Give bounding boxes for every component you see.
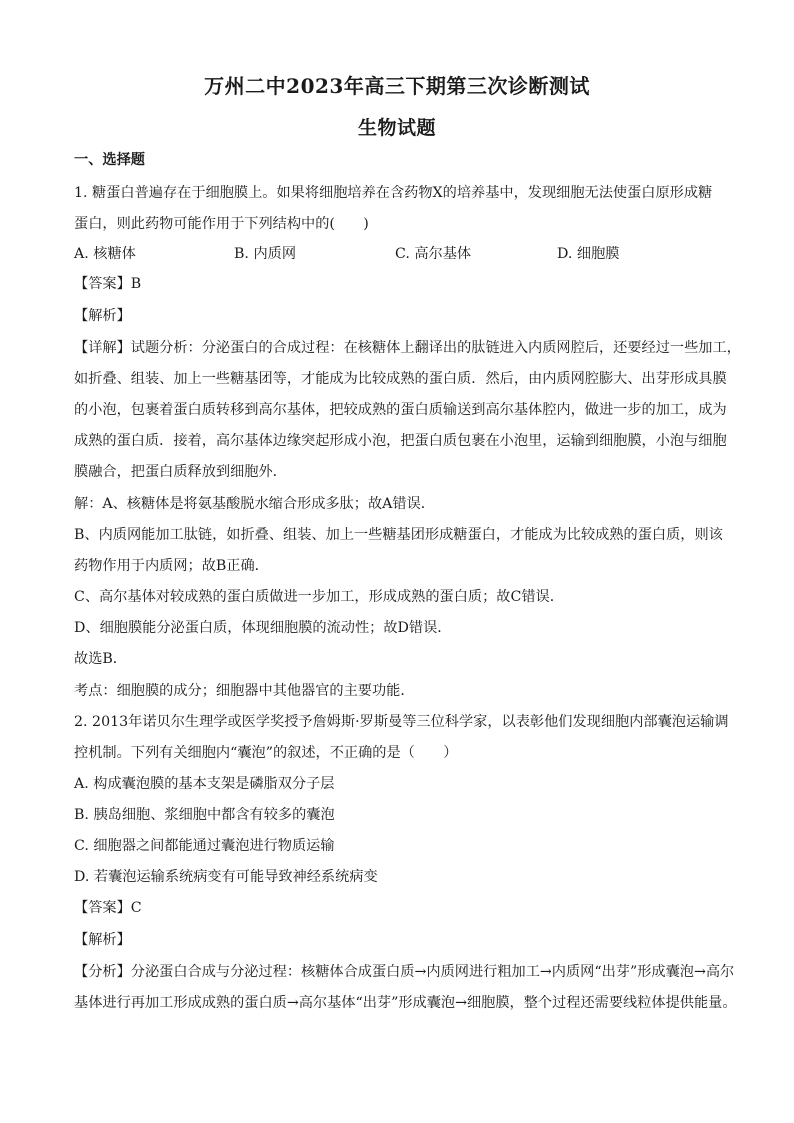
q1-detail-line: C、高尔基体对较成熟的蛋白质做进一步加工，形成成熟的蛋白质；故C错误． xyxy=(74,589,564,605)
q1-detail-line: 药物作用于内质网；故B正确． xyxy=(74,558,269,574)
q2-stem-line-2: 控机制。下列有关细胞内“囊泡”的叙述，不正确的是（ ） xyxy=(74,745,458,761)
q2-stem-line-1: 2. 2013年诺贝尔生理学或医学奖授予詹姆斯·罗斯曼等三位科学家，以表彰他们发现细胞内部囊泡运输调 xyxy=(74,714,729,730)
q2-option-b: B. 胰岛细胞、浆细胞中都含有较多的囊泡 xyxy=(74,807,335,823)
q1-analysis-label: 【解析】 xyxy=(74,308,131,324)
q1-detail-line: 的小泡，包裹着蛋白质转移到高尔基体，把较成熟的蛋白质输送到高尔基体腔内，做进一步的加工，成为 xyxy=(74,402,727,418)
q2-detail-line: 【分析】分泌蛋白合成与分泌过程：核糖体合成蛋白质→内质网进行粗加工→内质网“出芽”形成囊泡→高尔 xyxy=(74,964,735,980)
q1-detail-line: 膜融合，把蛋白质释放到细胞外． xyxy=(74,464,287,480)
q1-option-a: A. 核糖体 xyxy=(74,246,136,262)
q1-answer: 【答案】B xyxy=(74,276,142,292)
q1-detail-line: 故选B． xyxy=(74,651,127,667)
q1-detail-line: 解：A、核糖体是将氨基酸脱水缩合形成多肽；故A错误． xyxy=(74,496,435,512)
q1-option-c: C. 高尔基体 xyxy=(395,246,472,262)
section-heading: 一、选择题 xyxy=(74,152,145,168)
q1-detail-line: B、内质网能加工肽链，如折叠、组装、加上一些糖基团形成糖蛋白，才能成为比较成熟的蛋白质，则该 xyxy=(74,527,723,543)
q2-analysis-label: 【解析】 xyxy=(74,932,131,948)
q2-option-d: D. 若囊泡运输系统病变有可能导致神经系统病变 xyxy=(74,869,378,885)
q1-stem-line-1: 1. 糖蛋白普遍存在于细胞膜上。如果将细胞培养在含药物X的培养基中，发现细胞无法使蛋白原形成糖 xyxy=(74,185,713,201)
q1-detail-line: 【详解】试题分析：分泌蛋白的合成过程：在核糖体上翻译出的肽链进入内质网腔后，还要经过一些加工， xyxy=(74,340,741,356)
q1-option-d: D. 细胞膜 xyxy=(557,246,620,262)
q1-detail-line: D、细胞膜能分泌蛋白质，体现细胞膜的流动性；故D错误． xyxy=(74,620,452,636)
q2-detail-line: 基体进行再加工形成成熟的蛋白质→高尔基体“出芽”形成囊泡→细胞膜，整个过程还需要线粒体提供能量。 xyxy=(74,995,737,1011)
q2-option-c: C. 细胞器之间都能通过囊泡进行物质运输 xyxy=(74,838,335,854)
page-title: 万州二中2023年高三下期第三次诊断测试 xyxy=(204,74,590,98)
q2-answer: 【答案】C xyxy=(74,900,142,916)
q1-detail-line: 考点：细胞膜的成分；细胞器中其他器官的主要功能． xyxy=(74,683,415,699)
q1-detail-line: 如折叠、组装、加上一些糖基团等，才能成为比较成熟的蛋白质．然后，由内质网腔膨大、出芽形成具膜 xyxy=(74,371,727,387)
q1-stem-line-2: 蛋白，则此药物可能作用于下列结构中的( ) xyxy=(74,216,369,232)
q2-option-a: A. 构成囊泡膜的基本支架是磷脂双分子层 xyxy=(74,776,335,792)
q1-option-b: B. 内质网 xyxy=(234,246,297,262)
page-subtitle: 生物试题 xyxy=(357,117,436,139)
q1-detail-line: 成熟的蛋白质．接着，高尔基体边缘突起形成小泡，把蛋白质包裹在小泡里，运输到细胞膜，小泡与细胞 xyxy=(74,433,727,449)
